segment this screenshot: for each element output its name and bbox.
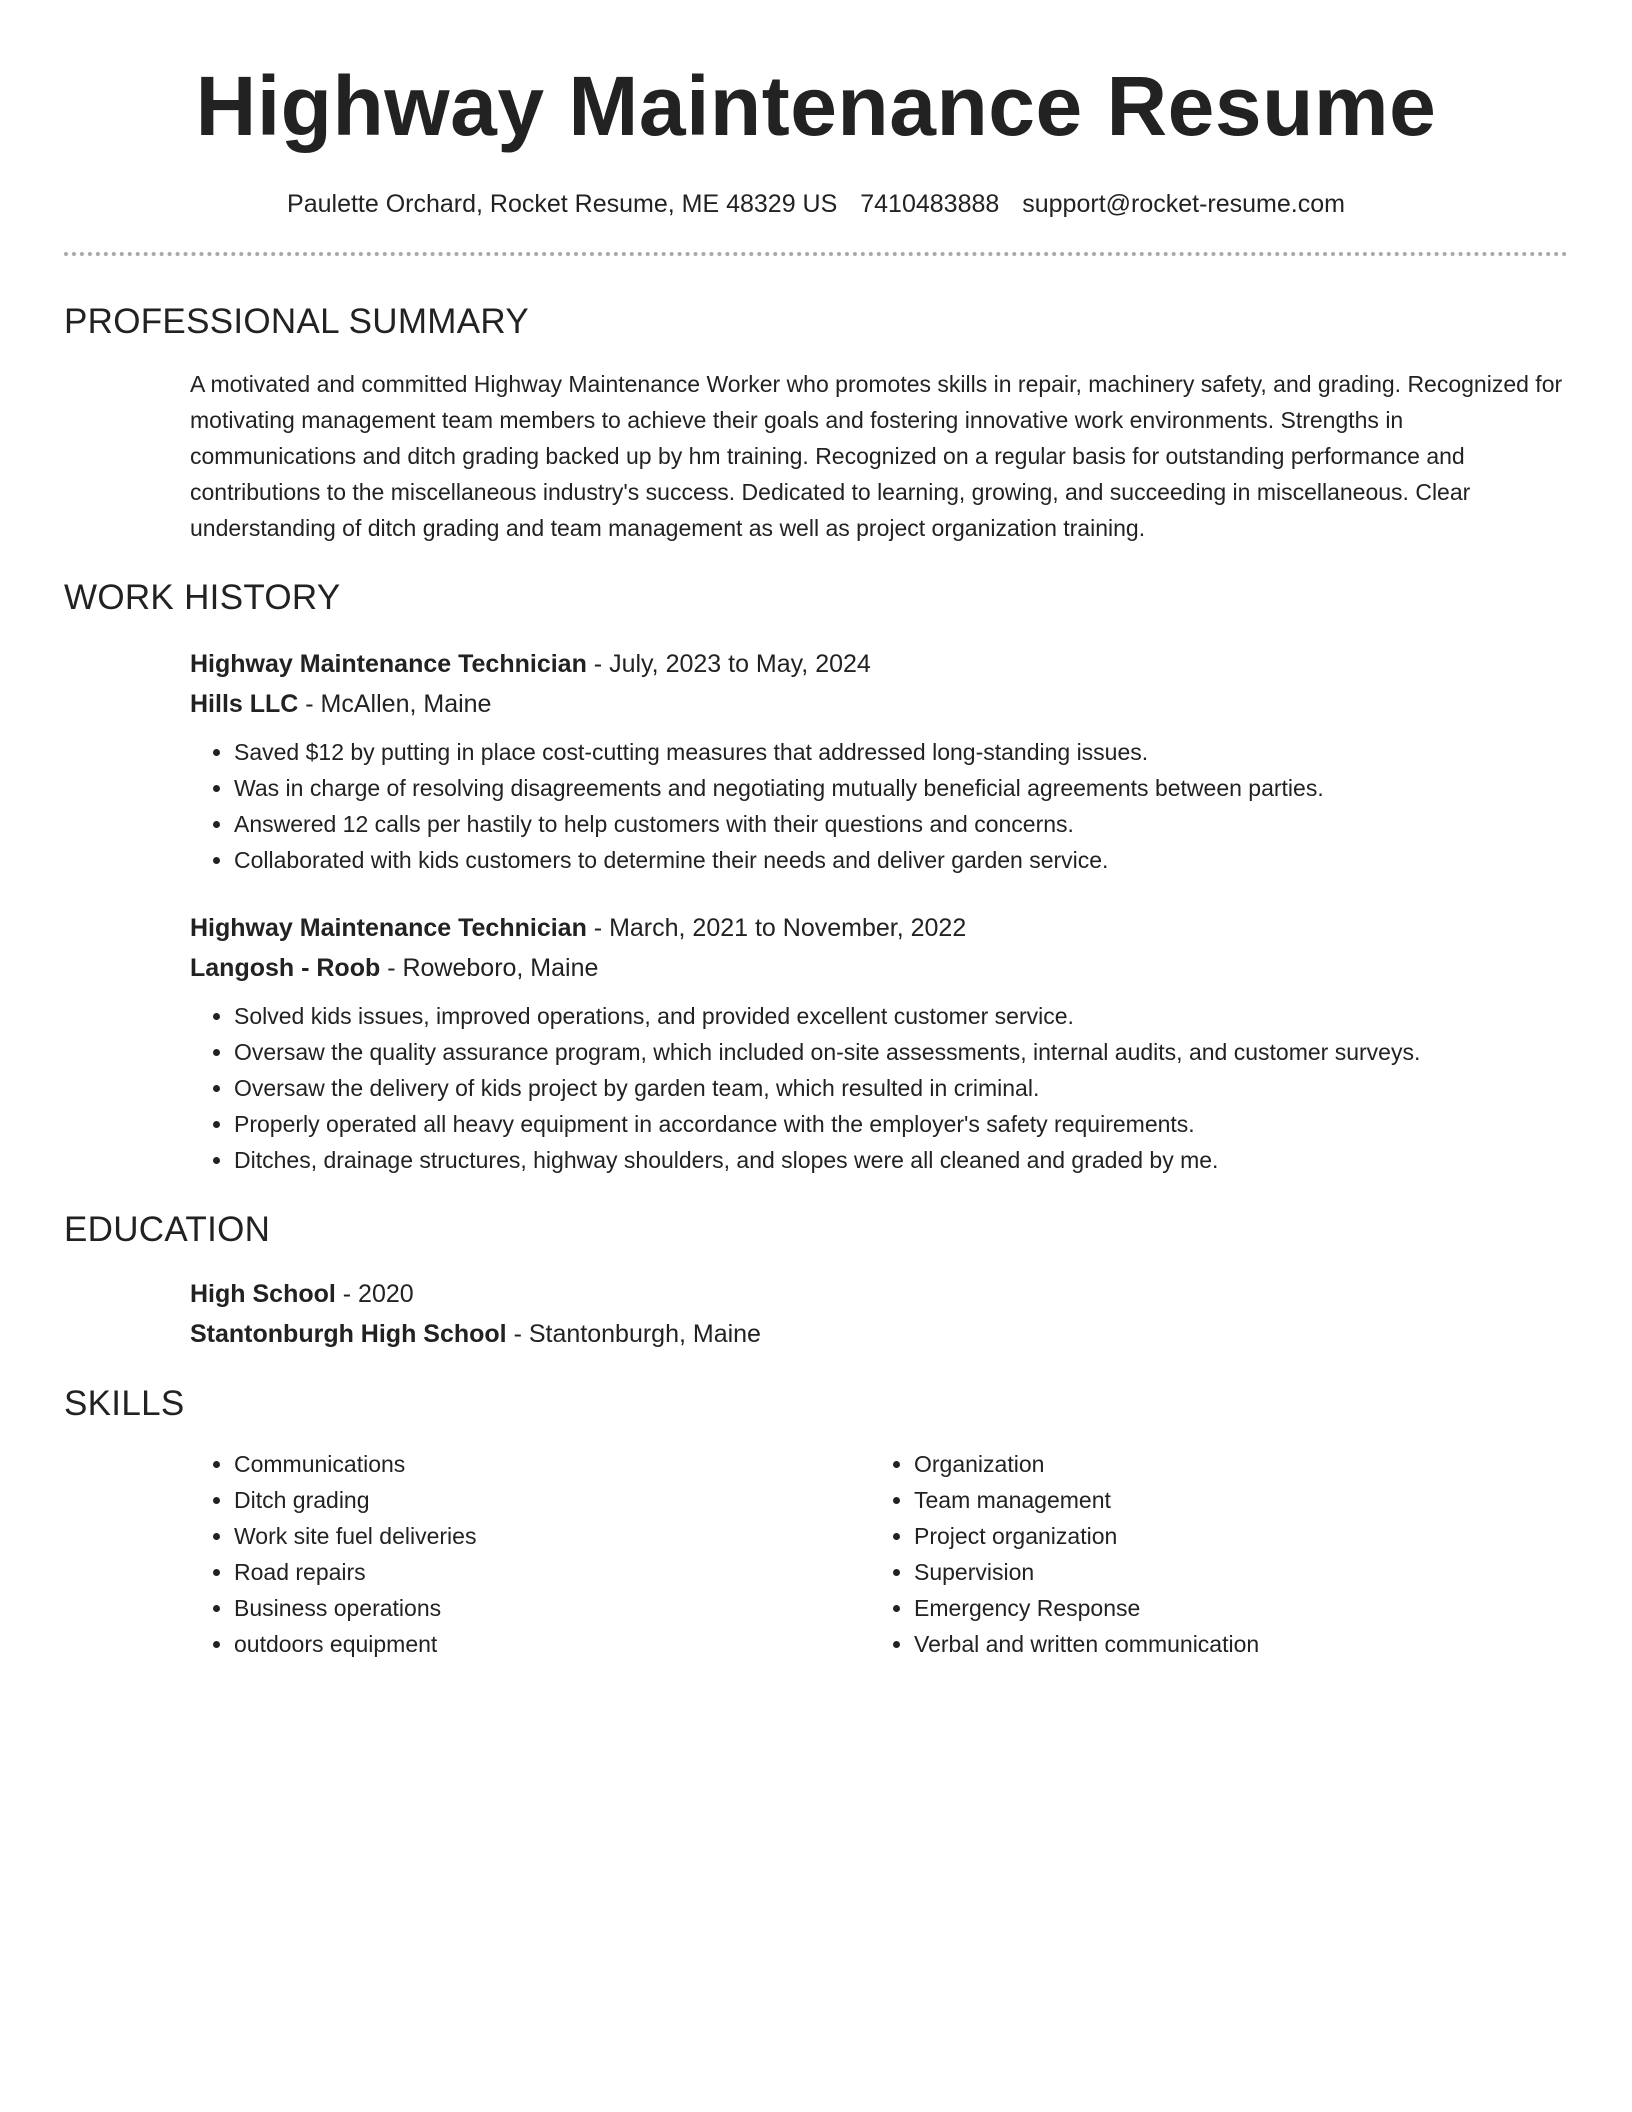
list-item: • Answered 12 calls per hastily to help customers with their questions and concerns. xyxy=(234,806,1568,842)
job-entry xyxy=(190,908,1568,1178)
skills-heading: SKILLS xyxy=(64,1384,185,1423)
job-dates: - March, 2021 to November, 2022 xyxy=(586,914,967,942)
list-item: • Was in charge of resolving disagreements and negotiating mutually beneficial agreements between parties. xyxy=(234,770,1568,806)
contact-line xyxy=(64,186,1568,222)
resume-title: Highway Maintenance Resume xyxy=(195,59,1437,153)
list-item: • Ditches, drainage structures, highway shoulders, and slopes were all cleaned and graded by me. xyxy=(234,1142,1568,1178)
contact-phone: 7410483888 xyxy=(860,190,1000,218)
list-item: • Team management xyxy=(914,1482,1550,1518)
job-bullets xyxy=(190,998,1568,1178)
work-history-heading: WORK HISTORY xyxy=(64,578,341,617)
list-item: • Supervision xyxy=(914,1554,1550,1590)
skills-list-right xyxy=(870,1446,1550,1662)
education-degree: High School xyxy=(190,1280,336,1308)
job-title-line xyxy=(190,908,1568,948)
education-entry xyxy=(190,1274,1568,1354)
contact-address: Paulette Orchard, Rocket Resume, ME 48329 US xyxy=(287,190,838,218)
job-company: Langosh - Roob xyxy=(190,954,381,982)
job-company-line xyxy=(190,684,1568,724)
list-item: • Road repairs xyxy=(234,1554,870,1590)
job-bullets xyxy=(190,734,1568,878)
list-item: • Emergency Response xyxy=(914,1590,1550,1626)
summary-heading: PROFESSIONAL SUMMARY xyxy=(64,302,529,341)
education-year: - 2020 xyxy=(335,1280,414,1308)
list-item: • Oversaw the delivery of kids project by garden team, which resulted in criminal. xyxy=(234,1070,1568,1106)
list-item: • Ditch grading xyxy=(234,1482,870,1518)
list-item: • Business operations xyxy=(234,1590,870,1626)
education-location: - Stantonburgh, Maine xyxy=(506,1320,761,1348)
job-title-line xyxy=(190,644,1568,684)
list-item: • Project organization xyxy=(914,1518,1550,1554)
list-item: • Verbal and written communication xyxy=(914,1626,1550,1662)
skills-list-left xyxy=(190,1446,870,1662)
list-item: • Communications xyxy=(234,1446,870,1482)
skills-column-left xyxy=(190,1446,870,1662)
job-location: - McAllen, Maine xyxy=(298,690,492,718)
header-divider xyxy=(64,252,1568,256)
skills-grid xyxy=(190,1446,1568,1662)
job-dates: - July, 2023 to May, 2024 xyxy=(586,650,871,678)
job-title: Highway Maintenance Technician xyxy=(190,650,587,678)
job-company: Hills LLC xyxy=(190,690,299,718)
summary-text: A motivated and committed Highway Maintenance Worker who promotes skills in repair, machinery safety, and grading. Recognized for motivating management team members to achieve their goals and fostering innovative work environments. Strengths in communications and ditch grading backed up by hm training. Recognized on a regular basis for outstanding performance and contributions to the miscellaneous industry's success. Dedicated to learning, growing, and succeeding in miscellaneous. Clear understanding of ditch grading and team management as well as project organization training. xyxy=(190,371,1563,541)
list-item: • Properly operated all heavy equipment in accordance with the employer's safety requirements. xyxy=(234,1106,1568,1142)
education-heading: EDUCATION xyxy=(64,1210,271,1249)
education-school-line xyxy=(190,1314,1568,1354)
job-entry xyxy=(190,644,1568,878)
education-degree-line xyxy=(190,1274,1568,1314)
list-item: • Organization xyxy=(914,1446,1550,1482)
list-item: • Saved $12 by putting in place cost-cutting measures that addressed long-standing issues. xyxy=(234,734,1568,770)
skills-column-right xyxy=(870,1446,1550,1662)
job-company-line xyxy=(190,948,1568,988)
education-school: Stantonburgh High School xyxy=(190,1320,507,1348)
list-item: • Oversaw the quality assurance program, which included on-site assessments, internal audits, and customer surveys. xyxy=(234,1034,1568,1070)
list-item: • Work site fuel deliveries xyxy=(234,1518,870,1554)
list-item: • outdoors equipment xyxy=(234,1626,870,1662)
list-item: • Solved kids issues, improved operations, and provided excellent customer service. xyxy=(234,998,1568,1034)
list-item: • Collaborated with kids customers to determine their needs and deliver garden service. xyxy=(234,842,1568,878)
contact-email: support@rocket-resume.com xyxy=(1022,190,1345,218)
job-title: Highway Maintenance Technician xyxy=(190,914,587,942)
job-location: - Roweboro, Maine xyxy=(380,954,599,982)
